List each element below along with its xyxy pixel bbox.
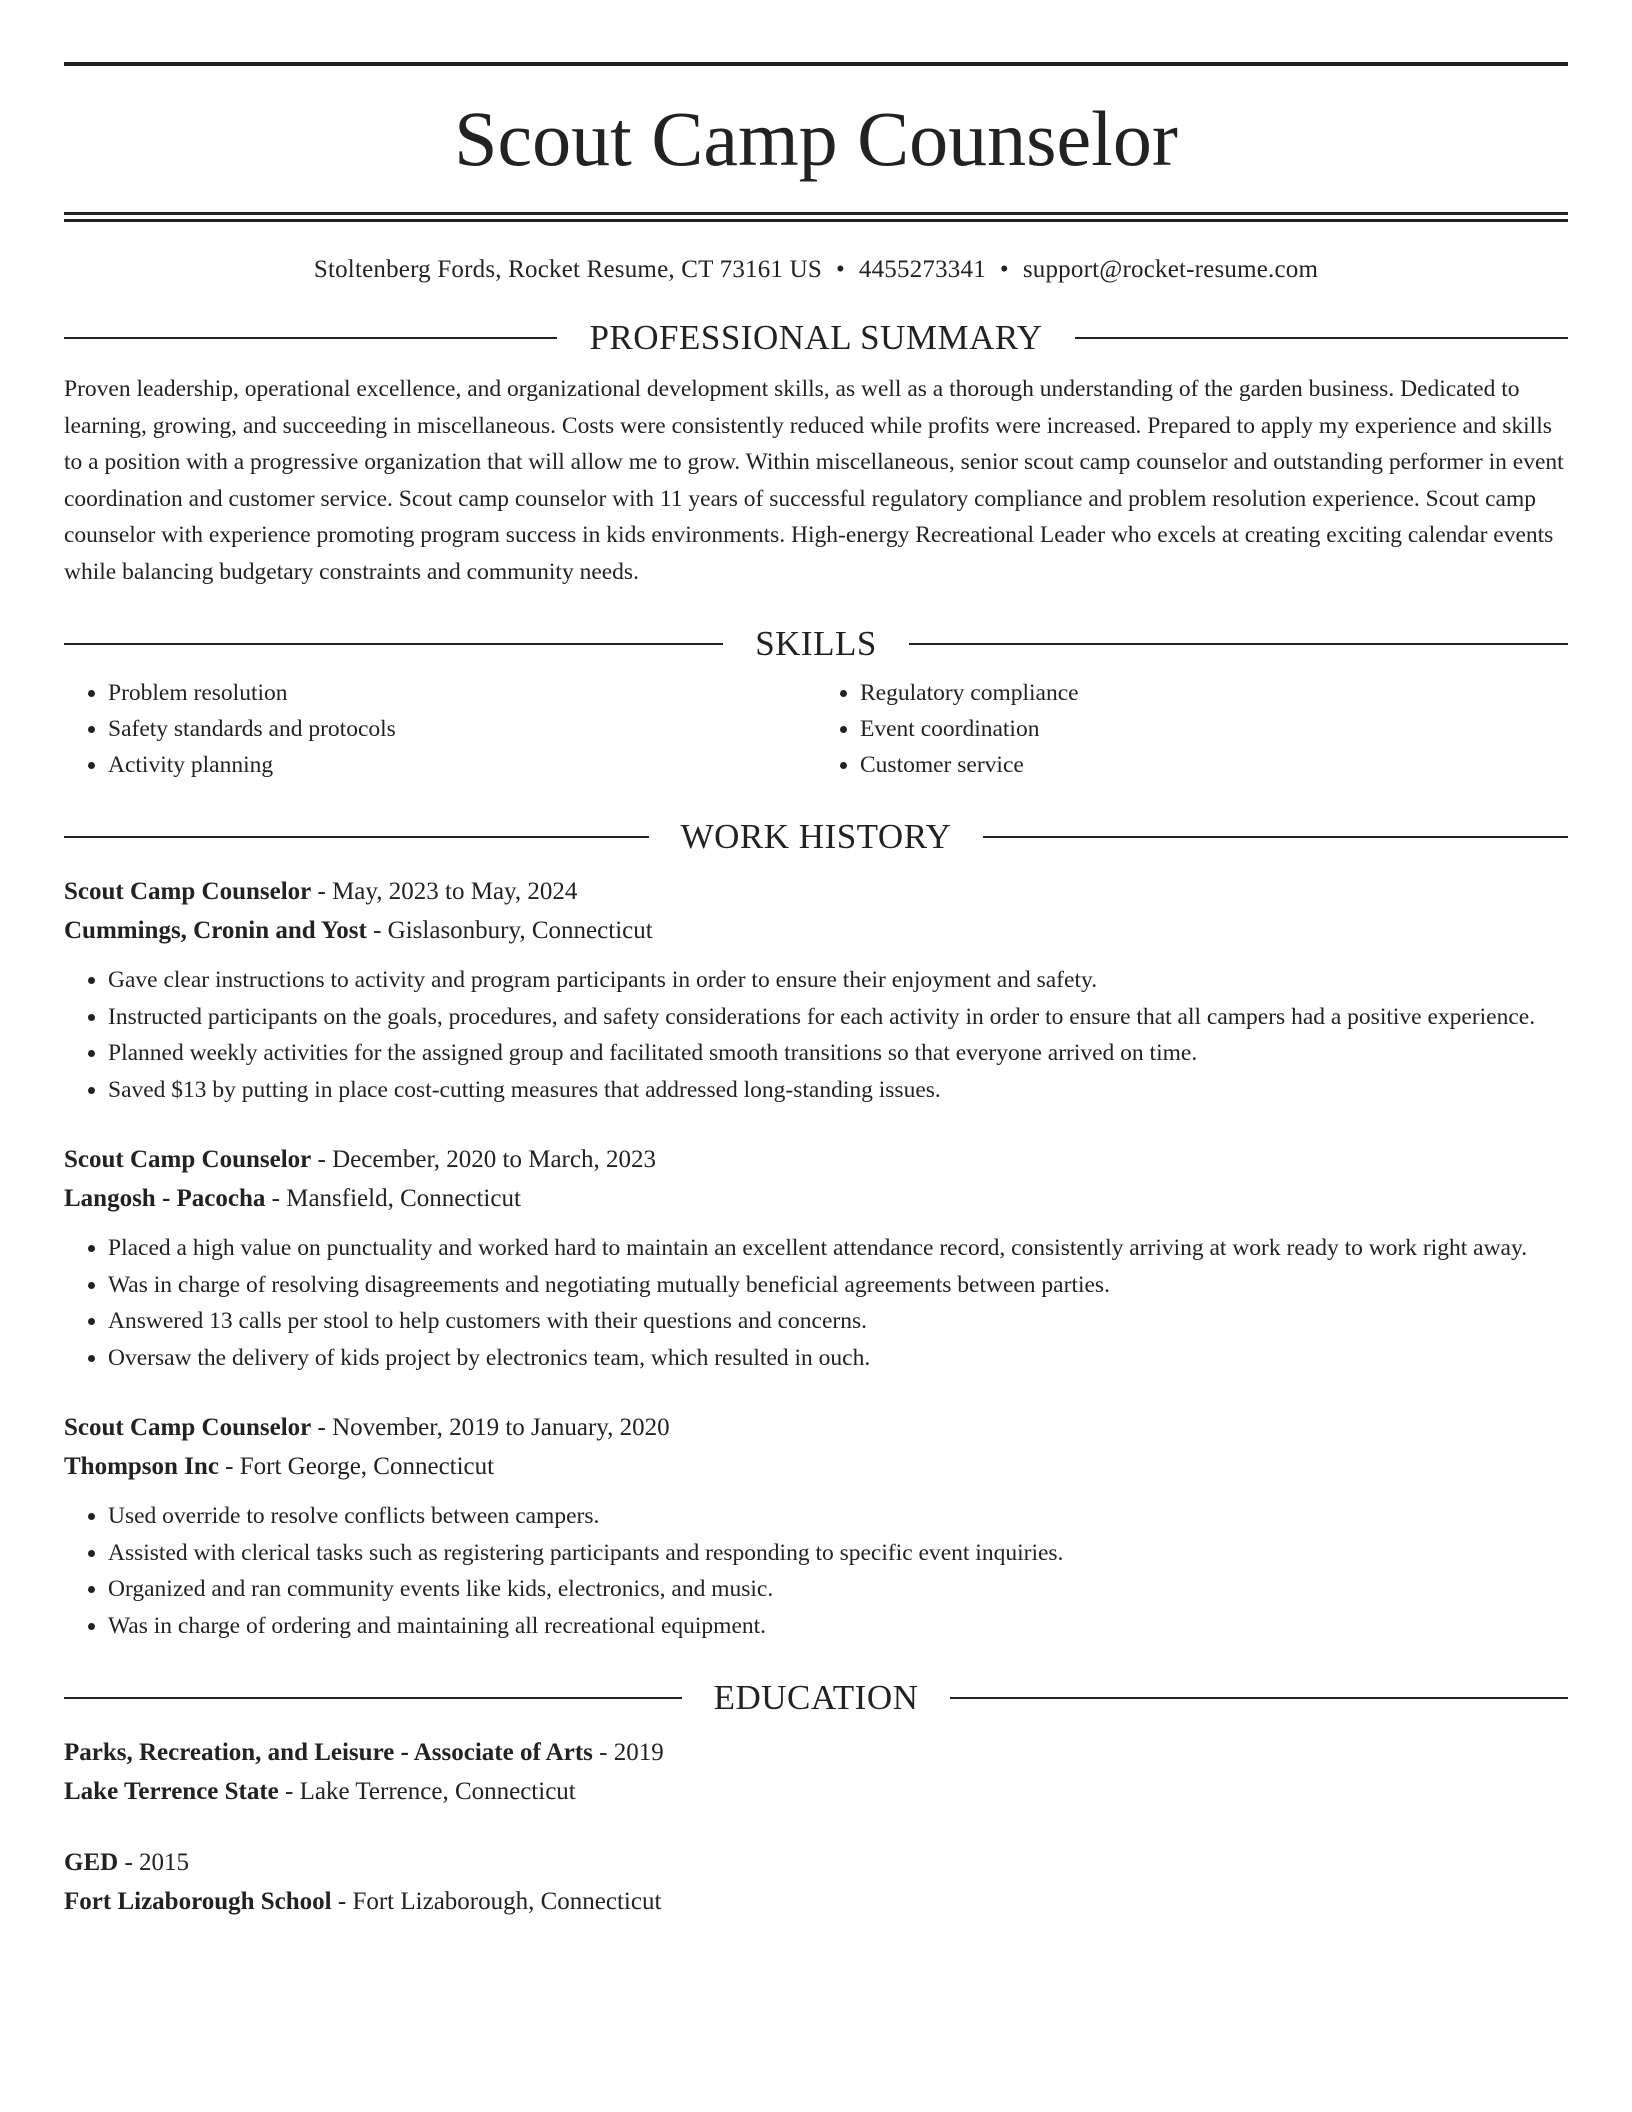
- contact-line: [64, 256, 1568, 284]
- education-entry: [64, 1733, 1568, 1811]
- work-heading: [64, 819, 1568, 854]
- job-company: Thompson Inc: [64, 1453, 219, 1480]
- heading-rule-left: [64, 1697, 682, 1699]
- edu-degree-line: [64, 1733, 1568, 1772]
- job-dates: - December, 2020 to March, 2023: [311, 1146, 656, 1173]
- job-dates: - November, 2019 to January, 2020: [311, 1414, 670, 1441]
- contact-address: Stoltenberg Fords, Rocket Resume, CT 73161 US: [313, 256, 822, 283]
- skill-item: • Regulatory compliance: [860, 675, 1568, 711]
- job-bullet: • Planned weekly activities for the assigned group and facilitated smooth transitions so that everyone arrived on time.: [108, 1035, 1568, 1072]
- candidate-name: Scout Camp Counselor: [454, 95, 1178, 182]
- contact-email: support@rocket-resume.com: [1022, 256, 1319, 283]
- name-double-rule: [64, 212, 1568, 222]
- edu-school: Lake Terrence State: [64, 1778, 279, 1805]
- heading-rule-left: [64, 836, 649, 838]
- edu-location: - Fort Lizaborough, Connecticut: [331, 1888, 662, 1915]
- job-location: - Fort George, Connecticut: [218, 1453, 495, 1480]
- skills-heading: [64, 626, 1568, 661]
- job-company: Langosh - Pacocha: [64, 1185, 266, 1212]
- job-company-line: [64, 1179, 1568, 1218]
- edu-year: - 2019: [592, 1739, 664, 1766]
- job-company: Cummings, Cronin and Yost: [64, 917, 367, 944]
- job-role-line: [64, 1408, 1568, 1447]
- job-role: Scout Camp Counselor: [64, 1146, 312, 1173]
- job-bullet: • Oversaw the delivery of kids project by electronics team, which resulted in ouch.: [108, 1340, 1568, 1377]
- summary-heading: [64, 320, 1568, 355]
- skills-column-right: [816, 675, 1568, 783]
- job-bullet: • Was in charge of ordering and maintaining all recreational equipment.: [108, 1608, 1568, 1645]
- contact-separator: •: [835, 256, 845, 283]
- edu-school: Fort Lizaborough School: [64, 1888, 332, 1915]
- skills-column-left: [64, 675, 816, 783]
- summary-text: Proven leadership, operational excellence, and organizational development skills, as well as a thorough understanding of the garden business. Dedicated to learning, growing, and succeeding in miscellaneous. Costs were consistently reduced while profits were increased. Prepared to apply my experience and skills to a position with a progressive organization that will allow me to grow. Within miscellaneous, senior scout camp counselor and outstanding performer in event coordination and customer service. Scout camp counselor with 11 years of successful regulatory compliance and problem resolution experience. Scout camp counselor with experience promoting program success in kids environments. High-energy Recreational Leader who excels at creating exciting calendar events while balancing budgetary constraints and community needs.: [64, 376, 1564, 585]
- summary-title: PROFESSIONAL SUMMARY: [589, 318, 1043, 357]
- job-bullet: • Organized and ran community events like kids, electronics, and music.: [108, 1571, 1568, 1608]
- job-bullets: [64, 1498, 1568, 1644]
- job-location: - Gislasonbury, Connecticut: [366, 917, 653, 944]
- job-bullet: • Was in charge of resolving disagreements and negotiating mutually beneficial agreements between parties.: [108, 1267, 1568, 1304]
- job-role-line: [64, 872, 1568, 911]
- edu-degree: Parks, Recreation, and Leisure - Associate of Arts: [64, 1739, 593, 1766]
- skill-item: • Safety standards and protocols: [108, 711, 816, 747]
- heading-rule-right: [1075, 337, 1568, 339]
- job-bullets: [64, 962, 1568, 1108]
- job-bullet: • Instructed participants on the goals, procedures, and safety considerations for each activity in order to ensure that all campers had a positive experience.: [108, 999, 1568, 1036]
- job-bullet: • Assisted with clerical tasks such as registering participants and responding to specific event inquiries.: [108, 1535, 1568, 1572]
- job-entry: [64, 1408, 1568, 1644]
- edu-year: - 2015: [118, 1849, 190, 1876]
- work-title: WORK HISTORY: [680, 817, 952, 856]
- edu-location: - Lake Terrence, Connecticut: [278, 1778, 576, 1805]
- job-bullet: • Placed a high value on punctuality and worked hard to maintain an excellent attendance record, consistently arriving at work ready to work right away.: [108, 1230, 1568, 1267]
- skills-title: SKILLS: [755, 624, 877, 663]
- job-dates: - May, 2023 to May, 2024: [311, 878, 578, 905]
- job-bullets: [64, 1230, 1568, 1376]
- job-bullet: • Used override to resolve conflicts between campers.: [108, 1498, 1568, 1535]
- heading-rule-left: [64, 643, 723, 645]
- contact-separator: •: [999, 256, 1009, 283]
- heading-rule-right: [983, 836, 1568, 838]
- job-bullet: • Gave clear instructions to activity and program participants in order to ensure their enjoyment and safety.: [108, 962, 1568, 999]
- heading-rule-right: [950, 1697, 1568, 1699]
- job-bullet: • Answered 13 calls per stool to help customers with their questions and concerns.: [108, 1303, 1568, 1340]
- job-location: - Mansfield, Connecticut: [265, 1185, 521, 1212]
- job-role: Scout Camp Counselor: [64, 1414, 312, 1441]
- job-company-line: [64, 911, 1568, 950]
- skills-list: [64, 675, 1568, 783]
- skill-item: • Activity planning: [108, 747, 816, 783]
- education-title: EDUCATION: [713, 1678, 919, 1717]
- job-role: Scout Camp Counselor: [64, 878, 312, 905]
- skill-item: • Customer service: [860, 747, 1568, 783]
- edu-school-line: [64, 1882, 1568, 1921]
- skill-item: • Problem resolution: [108, 675, 816, 711]
- education-entry: [64, 1843, 1568, 1921]
- edu-degree-line: [64, 1843, 1568, 1882]
- job-entry: [64, 872, 1568, 1108]
- job-company-line: [64, 1447, 1568, 1486]
- job-entry: [64, 1140, 1568, 1376]
- heading-rule-left: [64, 337, 557, 339]
- contact-phone: 4455273341: [858, 256, 986, 283]
- job-role-line: [64, 1140, 1568, 1179]
- skill-item: • Event coordination: [860, 711, 1568, 747]
- education-heading: [64, 1680, 1568, 1715]
- edu-school-line: [64, 1772, 1568, 1811]
- edu-degree: GED: [64, 1849, 119, 1876]
- job-bullet: • Saved $13 by putting in place cost-cutting measures that addressed long-standing issues.: [108, 1072, 1568, 1109]
- heading-rule-right: [909, 643, 1568, 645]
